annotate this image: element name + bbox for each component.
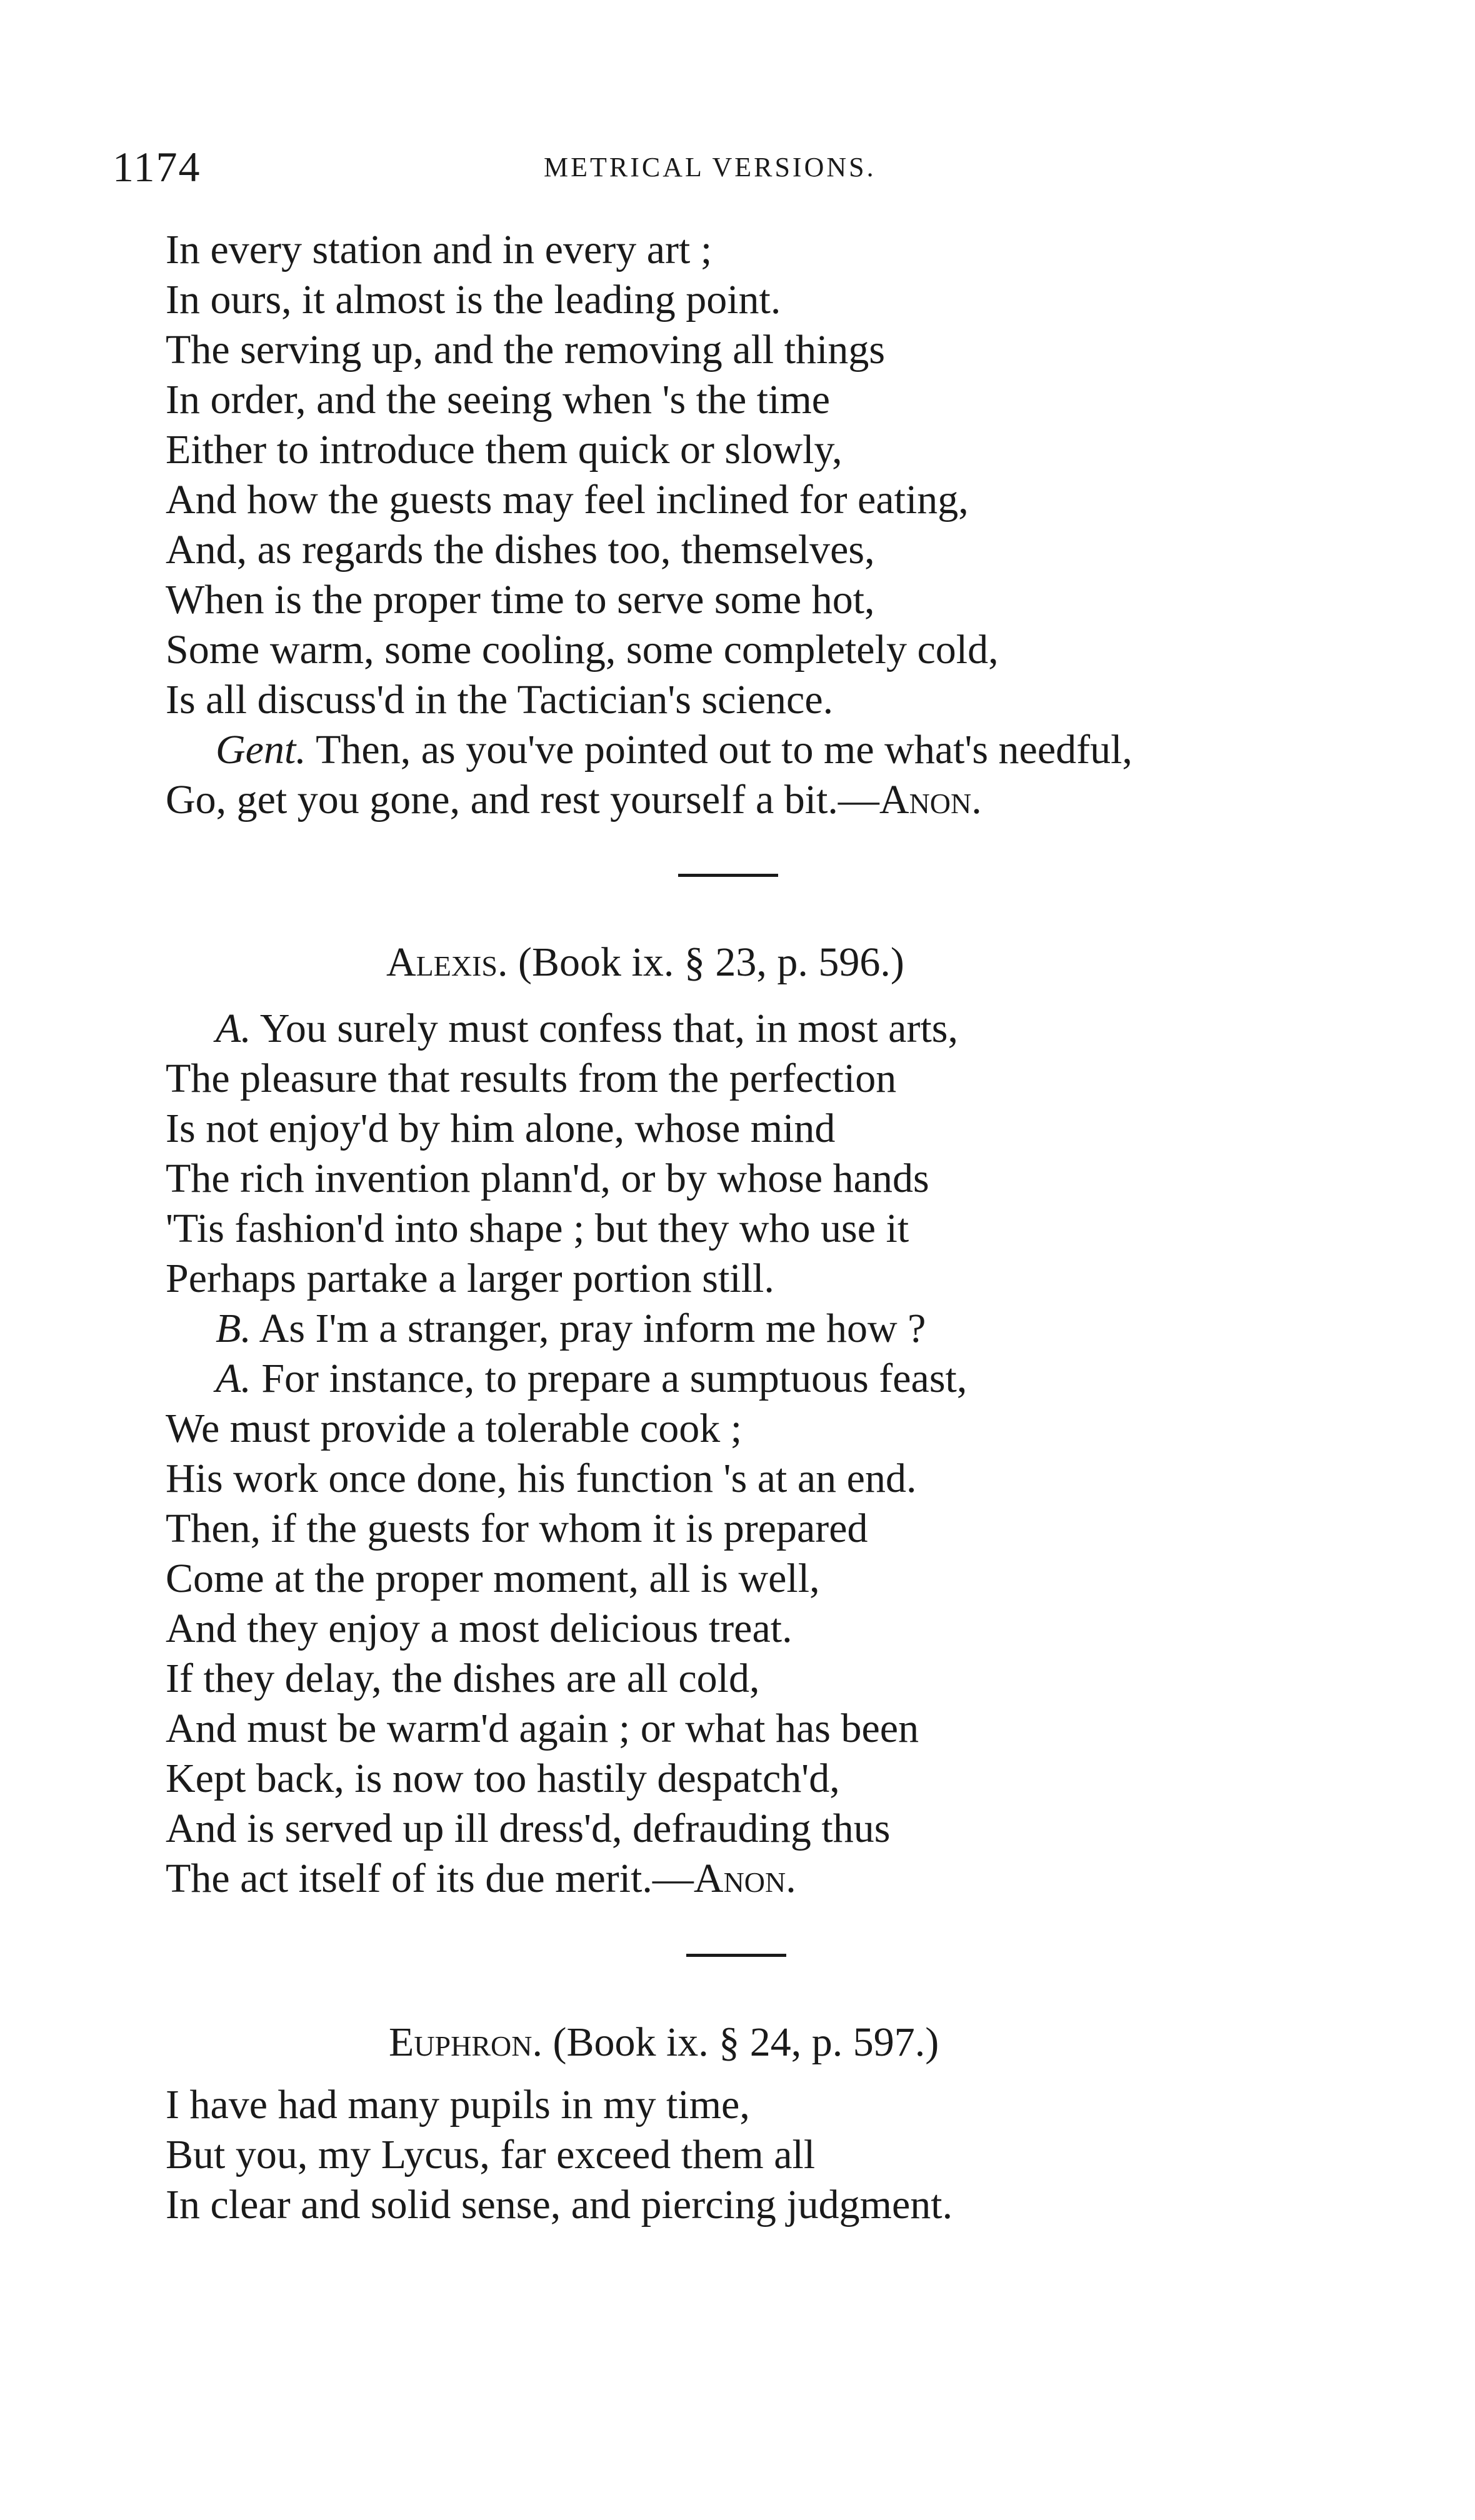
verse-line: In every station and in every art ; bbox=[166, 227, 712, 272]
verse-line: Some warm, some cooling, some completely cold, bbox=[166, 627, 999, 672]
speech-text: As I'm a stranger, pray inform me how ? bbox=[251, 1306, 926, 1351]
verse-line: Then, if the guests for whom it is prepared bbox=[166, 1506, 868, 1551]
section-reference: (Book ix. § 24, p. 597.) bbox=[542, 2019, 939, 2065]
verse-line: 'Tis fashion'd into shape ; but they who use it bbox=[166, 1206, 909, 1251]
section-divider bbox=[678, 874, 778, 877]
verse-line: And they enjoy a most delicious treat. bbox=[166, 1606, 792, 1651]
verse-block-continuation bbox=[166, 225, 1132, 825]
speech-text: You surely must confess that, in most arts, bbox=[251, 1006, 958, 1051]
speaker-label: B. bbox=[216, 1306, 251, 1351]
page-header bbox=[112, 142, 1312, 199]
section-title-euphron bbox=[389, 2019, 939, 2066]
verse-line: Either to introduce them quick or slowly, bbox=[166, 427, 842, 472]
speech-line-b bbox=[166, 1304, 967, 1354]
speaker-label: A. bbox=[216, 1356, 251, 1401]
verse-text: The act itself of its due merit.— bbox=[166, 1856, 694, 1901]
verse-line: If they delay, the dishes are all cold, bbox=[166, 1656, 760, 1701]
verse-line: The rich invention plann'd, or by whose hands bbox=[166, 1156, 929, 1201]
verse-line: I have had many pupils in my time, bbox=[166, 2082, 750, 2128]
verse-line: When is the proper time to serve some hot, bbox=[166, 577, 875, 622]
speaker-label: Gent. bbox=[216, 727, 306, 772]
verse-line-final bbox=[166, 1854, 967, 1904]
attribution: Anon. bbox=[693, 1856, 796, 1901]
verse-line: And must be warm'd again ; or what has been bbox=[166, 1706, 919, 1751]
verse-line: In order, and the seeing when 's the time bbox=[166, 377, 831, 422]
speech-text: For instance, to prepare a sumptuous feast, bbox=[251, 1356, 968, 1401]
verse-line: Come at the proper moment, all is well, bbox=[166, 1556, 820, 1601]
page-number: 1174 bbox=[112, 143, 201, 191]
verse-line: His work once done, his function 's at an end. bbox=[166, 1456, 917, 1501]
verse-line: In clear and solid sense, and piercing judgment. bbox=[166, 2182, 953, 2228]
speech-text: Then, as you've pointed out to me what's needful, bbox=[306, 727, 1132, 772]
gent-speech-line bbox=[166, 725, 1132, 775]
verse-block-euphron bbox=[166, 2080, 952, 2230]
section-divider bbox=[686, 1954, 786, 1957]
verse-line: Is all discuss'd in the Tactician's science. bbox=[166, 677, 834, 722]
verse-line: Perhaps partake a larger portion still. bbox=[166, 1256, 774, 1301]
section-reference: (Book ix. § 23, p. 596.) bbox=[508, 939, 904, 985]
section-author: Euphron. bbox=[389, 2019, 542, 2065]
verse-line: The serving up, and the removing all things bbox=[166, 327, 886, 372]
speech-line-a bbox=[166, 1354, 967, 1404]
running-head: METRICAL VERSIONS. bbox=[544, 152, 876, 182]
verse-line: And is served up ill dress'd, defrauding thus bbox=[166, 1806, 891, 1851]
verse-line: We must provide a tolerable cook ; bbox=[166, 1406, 742, 1451]
speaker-label: A. bbox=[216, 1006, 251, 1051]
verse-line: Kept back, is now too hastily despatch'd, bbox=[166, 1756, 840, 1801]
verse-line: The pleasure that results from the perfection bbox=[166, 1056, 897, 1101]
attribution: Anon. bbox=[879, 777, 982, 822]
verse-line: But you, my Lycus, far exceed them all bbox=[166, 2132, 816, 2178]
verse-line: And how the guests may feel inclined for eating, bbox=[166, 477, 969, 522]
verse-line: And, as regards the dishes too, themselves, bbox=[166, 527, 875, 572]
verse-line-final bbox=[166, 775, 1132, 825]
verse-line: Is not enjoy'd by him alone, whose mind bbox=[166, 1106, 836, 1151]
verse-line: In ours, it almost is the leading point. bbox=[166, 277, 781, 322]
verse-text: Go, get you gone, and rest yourself a bit.— bbox=[166, 777, 879, 822]
section-author: Alexis. bbox=[386, 939, 508, 985]
speech-line-a bbox=[166, 1004, 967, 1054]
section-title-alexis bbox=[386, 939, 904, 986]
verse-block-alexis bbox=[166, 1004, 967, 1904]
